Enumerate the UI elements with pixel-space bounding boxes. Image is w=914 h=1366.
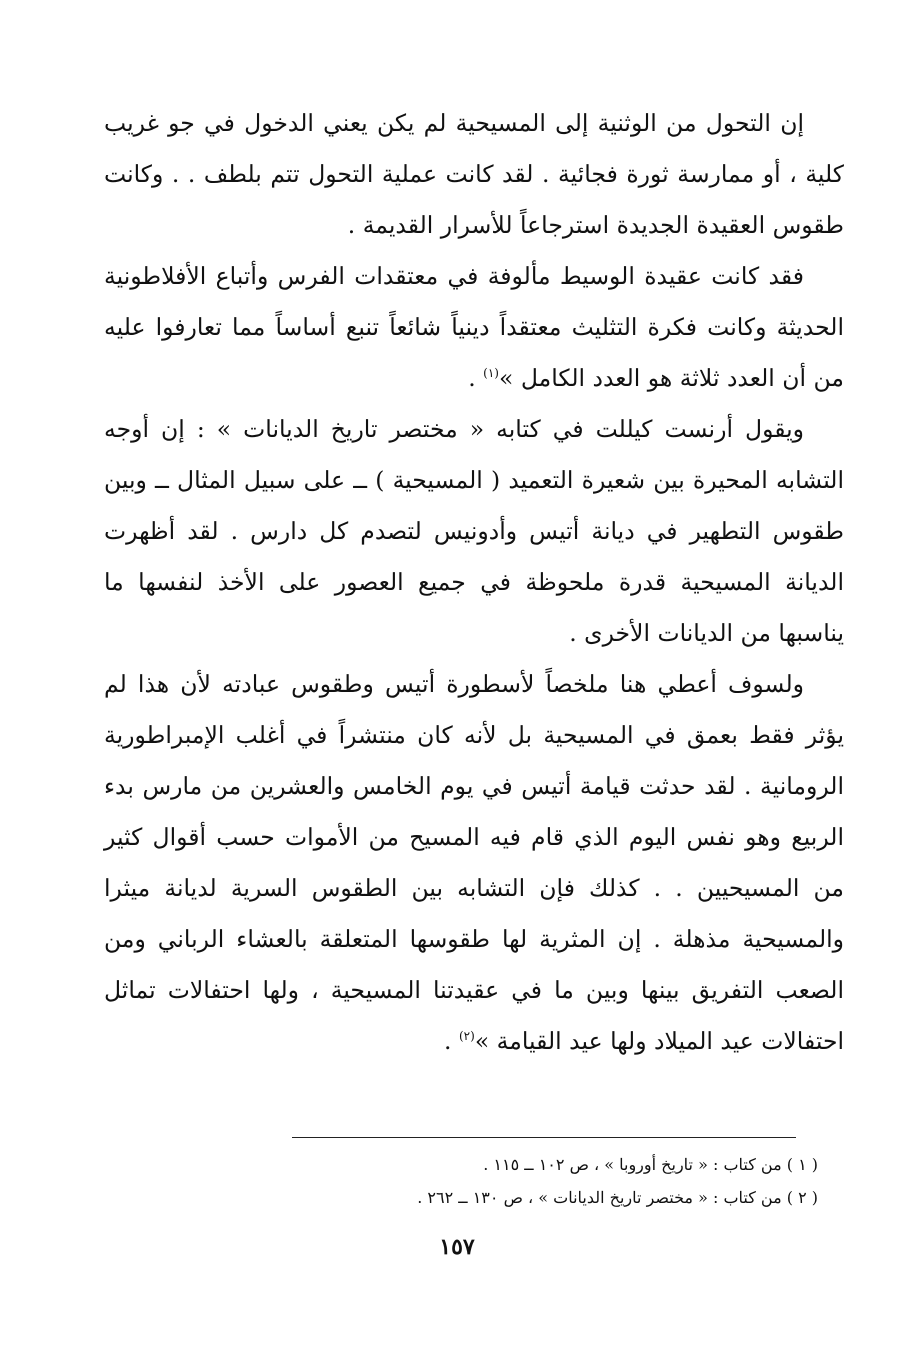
paragraph-4-text: ولسوف أعطي هنا ملخصاً لأسطورة أتيس وطقوس عبادته لأن هذا لم يؤثر فقط بعمق في المسيحية بل لأنه كان منتشراً في أغلب الإمبراطورية الرومانية . لقد حدثت قيامة أتيس في يوم الخامس والعشرين من مارس بدء الربيع وهو نفس اليوم الذي قام فيه المسيح من الأموات حسب أقوال كثير من المسيحيين . . كذلك فإن التشابه بين الطقوس السرية لديانة ميثرا والمسيحية مذهلة . إن المثرية لها طقوسها المتعلقة بالعشاء الرباني ومن الصعب التفريق بينها وبين ما في عقيدتنا المسيحية ، ولها احتفالات تماثل احتفالات عيد الميلاد ولها عيد القيامة » <box>104 670 844 1055</box>
paragraph-2-text: فقد كانت عقيدة الوسيط مألوفة في معتقدات الفرس وأتباع الأفلاطونية الحديثة وكانت فكرة التثليث معتقداً دينياً شائعاً تنبع أساساً مما تعارفوا عليه من أن العدد ثلاثة هو العدد الكامل » <box>104 262 844 392</box>
footnote-1: ( ١ ) من كتاب : « تاريخ أوروبا » ، ص ١٠٢ ــ ١١٥ . <box>483 1155 818 1174</box>
footnote-2: ( ٢ ) من كتاب : « مختصر تاريخ الديانات » ، ص ١٣٠ ــ ٢٦٢ . <box>417 1188 818 1207</box>
paragraph-3 <box>104 404 844 659</box>
paragraph-2 <box>104 251 844 404</box>
footnote-divider <box>292 1137 796 1138</box>
paragraph-3-text: ويقول أرنست كيللت في كتابه « مختصر تاريخ الديانات » : إن أوجه التشابه المحيرة بين شعيرة التعميد ( المسيحية ) ــ على سبيل المثال ــ وبين طقوس التطهير في ديانة أتيس وأدونيس لتصدم كل دارس . لقد أظهرت الديانة المسيحية قدرة ملحوظة في جميع العصور على الأخذ لنفسها ما يناسبها من الديانات الأخرى . <box>104 415 844 647</box>
main-text <box>104 98 844 1067</box>
footnote-ref-2: (٢) <box>458 1029 475 1044</box>
footnotes <box>118 1148 818 1214</box>
footnote-ref-1: (١) <box>483 366 499 381</box>
paragraph-2-tail: . <box>468 364 484 392</box>
paragraph-1 <box>104 98 844 251</box>
paragraph-4-tail: . <box>444 1027 459 1055</box>
paragraph-4 <box>104 659 844 1067</box>
paragraph-1-text: إن التحول من الوثنية إلى المسيحية لم يكن يعني الدخول في جو غريب كلية ، أو ممارسة ثورة فجائية . لقد كانت عملية التحول تتم بلطف . . وكانت طقوس العقيدة الجديدة استرجاعاً للأسرار القديمة . <box>104 109 844 239</box>
page-number: ١٥٧ <box>439 1234 475 1260</box>
